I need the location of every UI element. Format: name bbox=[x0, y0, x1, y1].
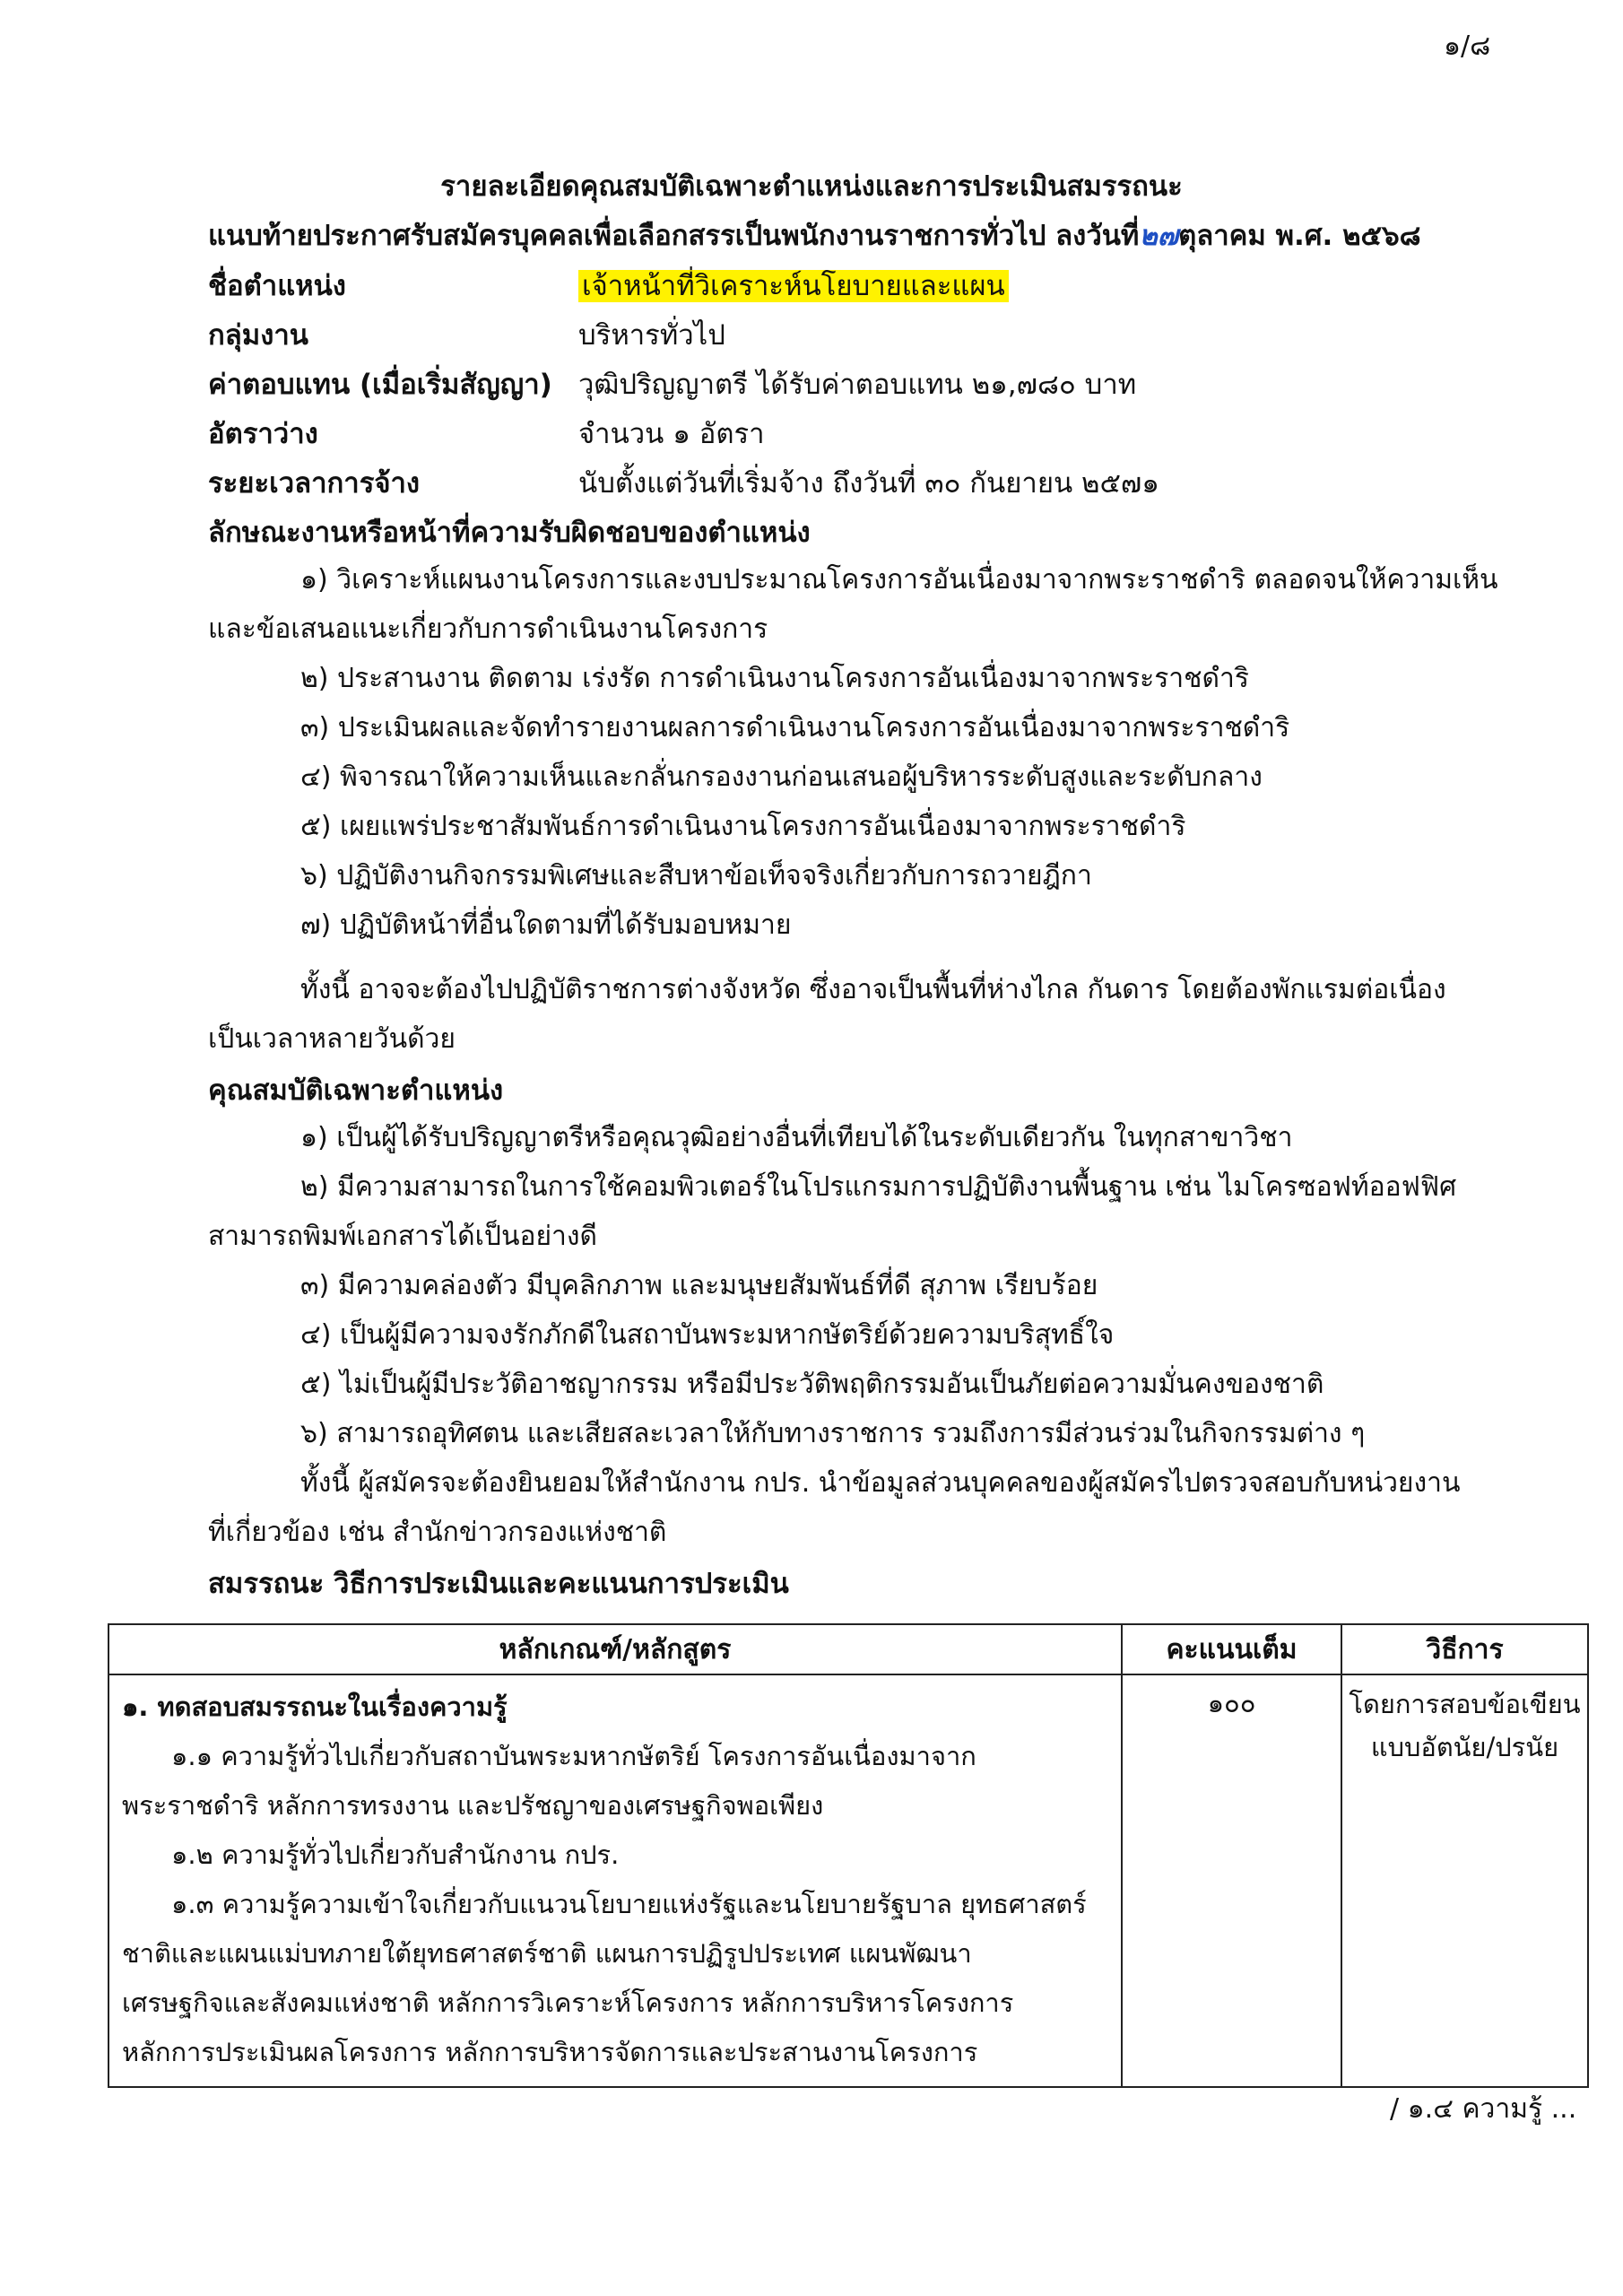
qualification-item: ๓) มีความคล่องตัว มีบุคลิกภาพ และมนุษยสัมพันธ์ที่ดี สุภาพ เรียบร้อย bbox=[300, 1270, 1098, 1301]
method-line: แบบอัตนัย/ปรนัย bbox=[1370, 1732, 1559, 1762]
criteria-line: ๑.๑ ความรู้ทั่วไปเกี่ยวกับสถาบันพระมหากษัตริย์ โครงการอันเนื่องมาจาก bbox=[171, 1741, 976, 1771]
qualification-item-continued: สามารถพิมพ์เอกสารได้เป็นอย่างดี bbox=[208, 1221, 598, 1252]
position-label: ชื่อตำแหน่ง bbox=[208, 270, 346, 302]
method-cell bbox=[1341, 1674, 1588, 2087]
employment-period-value: นับตั้งแต่วันที่เริ่มจ้าง ถึงวันที่ ๓๐ กันยายน ๒๕๗๑ bbox=[578, 467, 1159, 500]
qualifications-heading: คุณสมบัติเฉพาะตำแหน่ง bbox=[208, 1074, 504, 1107]
column-header-score: คะแนนเต็ม bbox=[1122, 1624, 1341, 1674]
salary-value: วุฒิปริญญาตรี ได้รับค่าตอบแทน ๒๑,๗๘๐ บาท bbox=[578, 369, 1137, 401]
handwritten-day: ๒๗ bbox=[1139, 220, 1179, 252]
duty-item: ๕) เผยแพร่ประชาสัมพันธ์การดำเนินงานโครงการอันเนื่องมาจากพระราชดำริ bbox=[300, 811, 1186, 842]
criteria-line: เศรษฐกิจและสังคมแห่งชาติ หลักการวิเคราะห์โครงการ หลักการบริหารโครงการ bbox=[122, 1987, 1014, 2018]
criteria-line: พระราชดำริ หลักการทรงงาน และปรัชญาของเศรษฐกิจพอเพียง bbox=[122, 1790, 824, 1821]
duty-item: ๑) วิเคราะห์แผนงานโครงการและงบประมาณโครงการอันเนื่องมาจากพระราชดำริ ตลอดจนให้ความเห็น bbox=[300, 564, 1498, 596]
criteria-cell bbox=[108, 1674, 1122, 2087]
method-line: โดยการสอบข้อเขียน bbox=[1349, 1689, 1581, 1719]
duty-item-continued: และข้อเสนอแนะเกี่ยวกับการดำเนินงานโครงการ bbox=[208, 613, 768, 645]
employment-period-label: ระยะเวลาการจ้าง bbox=[208, 467, 421, 500]
competency-table bbox=[108, 1623, 1589, 2088]
criteria-line: ๑.๒ ความรู้ทั่วไปเกี่ยวกับสำนักงาน กปร. bbox=[171, 1839, 620, 1870]
competency-heading: สมรรถนะ วิธีการประเมินและคะแนนการประเมิน bbox=[208, 1568, 789, 1600]
qualification-item: ๑) เป็นผู้ได้รับปริญญาตรีหรือคุณวุฒิอย่างอื่นที่เทียบได้ในระดับเดียวกัน ในทุกสาขาวิชา bbox=[300, 1122, 1293, 1153]
continuation-note: / ๑.๔ ความรู้ ... bbox=[1390, 2093, 1577, 2125]
duty-item: ๔) พิจารณาให้ความเห็นและกลั่นกรองงานก่อนเสนอผู้บริหารระดับสูงและระดับกลาง bbox=[300, 761, 1263, 793]
criteria-line: ๑.๓ ความรู้ความเข้าใจเกี่ยวกับแนวนโยบายแห่งรัฐและนโยบายรัฐบาล ยุทธศาสตร์ bbox=[171, 1889, 1087, 1919]
qualifications-note: ทั้งนี้ ผู้สมัครจะต้องยินยอมให้สำนักงาน กปร. นำข้อมูลส่วนบุคคลของผู้สมัครไปตรวจสอบกับหน่วยงาน bbox=[300, 1467, 1461, 1499]
position-value bbox=[578, 263, 1009, 308]
duty-item: ๒) ประสานงาน ติดตาม เร่งรัด การดำเนินงานโครงการอันเนื่องมาจากพระราชดำริ bbox=[300, 663, 1249, 694]
criteria-title: ๑. ทดสอบสมรรถนะในเรื่องความรู้ bbox=[122, 1692, 508, 1722]
table-header-row bbox=[108, 1624, 1588, 1674]
position-value-highlight: เจ้าหน้าที่วิเคราะห์นโยบายและแผน bbox=[578, 270, 1009, 302]
qualification-item: ๔) เป็นผู้มีความจงรักภักดีในสถาบันพระมหากษัตริย์ด้วยความบริสุทธิ์ใจ bbox=[300, 1319, 1115, 1351]
criteria-line: ชาติและแผนแม่บทภายใต้ยุทธศาสตร์ชาติ แผนการปฏิรูปประเทศ แผนพัฒนา bbox=[122, 1938, 972, 1969]
duty-item: ๖) ปฏิบัติงานกิจกรรมพิเศษและสืบหาข้อเท็จจริงเกี่ยวกับการถวายฎีกา bbox=[300, 860, 1092, 891]
column-header-method: วิธีการ bbox=[1341, 1624, 1588, 1674]
vacancy-label: อัตราว่าง bbox=[208, 418, 318, 450]
qualification-item: ๒) มีความสามารถในการใช้คอมพิวเตอร์ในโปรแกรมการปฏิบัติงานพื้นฐาน เช่น ไมโครซอฟท์ออฟฟิศ bbox=[300, 1171, 1457, 1203]
duty-item: ๗) ปฏิบัติหน้าที่อื่นใดตามที่ได้รับมอบหมาย bbox=[300, 909, 792, 941]
salary-label: ค่าตอบแทน (เมื่อเริ่มสัญญา) bbox=[208, 369, 552, 401]
subtitle-text: แนบท้ายประกาศรับสมัครบุคคลเพื่อเลือกสรรเป็นพนักงานราชการทั่วไป ลงวันที่ bbox=[208, 220, 1140, 252]
workgroup-value: บริหารทั่วไป bbox=[578, 319, 725, 352]
column-header-criteria: หลักเกณฑ์/หลักสูตร bbox=[108, 1624, 1122, 1674]
vacancy-value: จำนวน ๑ อัตรา bbox=[578, 418, 765, 450]
qualification-item: ๕) ไม่เป็นผู้มีประวัติอาชญากรรม หรือมีประวัติพฤติกรรมอันเป็นภัยต่อความมั่นคงของชาติ bbox=[300, 1369, 1324, 1400]
table-row bbox=[108, 1674, 1588, 2087]
criteria-line: หลักการประเมินผลโครงการ หลักการบริหารจัดการและประสานงานโครงการ bbox=[122, 2037, 978, 2067]
document-title: รายละเอียดคุณสมบัติเฉพาะตำแหน่งและการประเมินสมรรถนะ bbox=[440, 170, 1183, 203]
qualifications-note-continued: ที่เกี่ยวข้อง เช่น สำนักข่าวกรองแห่งชาติ bbox=[208, 1517, 667, 1548]
duties-note-continued: เป็นเวลาหลายวันด้วย bbox=[208, 1023, 456, 1055]
workgroup-label: กลุ่มงาน bbox=[208, 319, 308, 352]
document-subtitle bbox=[208, 213, 1421, 257]
score-cell: ๑๐๐ bbox=[1122, 1674, 1341, 2087]
duty-item: ๓) ประเมินผลและจัดทำรายงานผลการดำเนินงานโครงการอันเนื่องมาจากพระราชดำริ bbox=[300, 712, 1290, 744]
subtitle-date: ตุลาคม พ.ศ. ๒๕๖๘ bbox=[1178, 220, 1421, 252]
page-number: ๑/๘ bbox=[1444, 30, 1491, 62]
qualification-item: ๖) สามารถอุทิศตน และเสียสละเวลาให้กับทางราชการ รวมถึงการมีส่วนร่วมในกิจกรรมต่าง ๆ bbox=[300, 1418, 1366, 1449]
duties-note: ทั้งนี้ อาจจะต้องไปปฏิบัติราชการต่างจังหวัด ซึ่งอาจเป็นพื้นที่ห่างไกล กันดาร โดยต้องพักแรมต่อเนื่อง bbox=[300, 974, 1446, 1005]
duties-heading: ลักษณะงานหรือหน้าที่ความรับผิดชอบของตำแหน่ง bbox=[208, 517, 811, 549]
